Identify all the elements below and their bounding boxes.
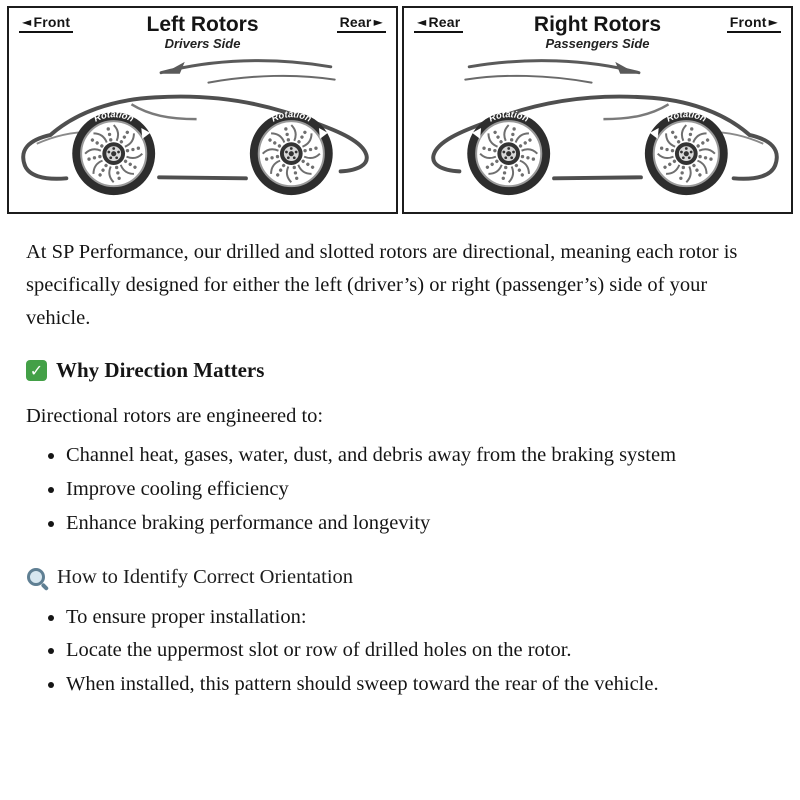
- magnifier-icon: [26, 566, 50, 590]
- heading-text: Why Direction Matters: [56, 358, 265, 383]
- direction-label-rear-left: [337, 14, 386, 33]
- panel-header: [404, 8, 791, 51]
- panel-title-block: [534, 14, 661, 51]
- direction-label-front-right: [727, 14, 781, 33]
- section-heading-identify-orientation: [26, 566, 774, 590]
- heading-text: How to Identify Correct Orientation: [57, 566, 354, 589]
- direction-text: Rear: [428, 14, 461, 30]
- panel-subtitle: Drivers Side: [164, 36, 241, 52]
- direction-text: Front: [33, 14, 71, 30]
- rotation-label: Rotation: [664, 109, 708, 124]
- rotation-label: Rotation: [92, 109, 136, 124]
- panel-title: Right Rotors: [533, 13, 662, 36]
- panel-subtitle: Passengers Side: [545, 36, 650, 52]
- list-item: • Enhance braking performance and longevity: [66, 508, 774, 540]
- rotor-direction-diagram: [0, 0, 800, 214]
- list-item: • Locate the uppermost slot or row of drilled holes on the rotor.: [66, 635, 774, 667]
- list-item: • To ensure proper installation:: [66, 602, 774, 634]
- direction-text: Rear: [339, 14, 372, 30]
- diagram-panel-left: [7, 6, 398, 214]
- list-item: • Improve cooling efficiency: [66, 474, 774, 506]
- rotation-label: Rotation: [269, 109, 313, 124]
- direction-label-front-left: [19, 14, 73, 33]
- lead-paragraph: Directional rotors are engineered to:: [26, 405, 324, 428]
- car-illustration-right: [404, 53, 791, 201]
- direction-label-rear-right: [414, 14, 463, 33]
- list-item: • Channel heat, gases, water, dust, and debris away from the braking system: [66, 440, 774, 472]
- rotation-label: Rotation: [487, 109, 531, 124]
- panel-title-block: [147, 14, 259, 51]
- intro-paragraph: At SP Performance, our drilled and slotted rotors are directional, meaning each rotor is specifically designed for either the left (driver’s) or right (passenger’s) side of your vehicle.: [26, 241, 738, 329]
- direction-text: Front: [729, 14, 767, 30]
- section-heading-why-direction-matters: [26, 358, 774, 383]
- arrow-right-icon: ►: [768, 15, 778, 29]
- arrow-left-icon: ◄: [22, 15, 32, 29]
- article: [0, 214, 800, 713]
- list-item: • When installed, this pattern should sweep toward the rear of the vehicle.: [66, 669, 774, 701]
- arrow-right-icon: ►: [373, 15, 383, 29]
- check-icon: ✓: [26, 360, 47, 381]
- benefits-list: [42, 440, 774, 539]
- arrow-left-icon: ◄: [417, 15, 427, 29]
- panel-title: Left Rotors: [146, 13, 259, 36]
- panel-header: [9, 8, 396, 51]
- car-illustration-left: [9, 53, 396, 201]
- diagram-panel-right: [402, 6, 793, 214]
- orientation-list: [42, 602, 774, 701]
